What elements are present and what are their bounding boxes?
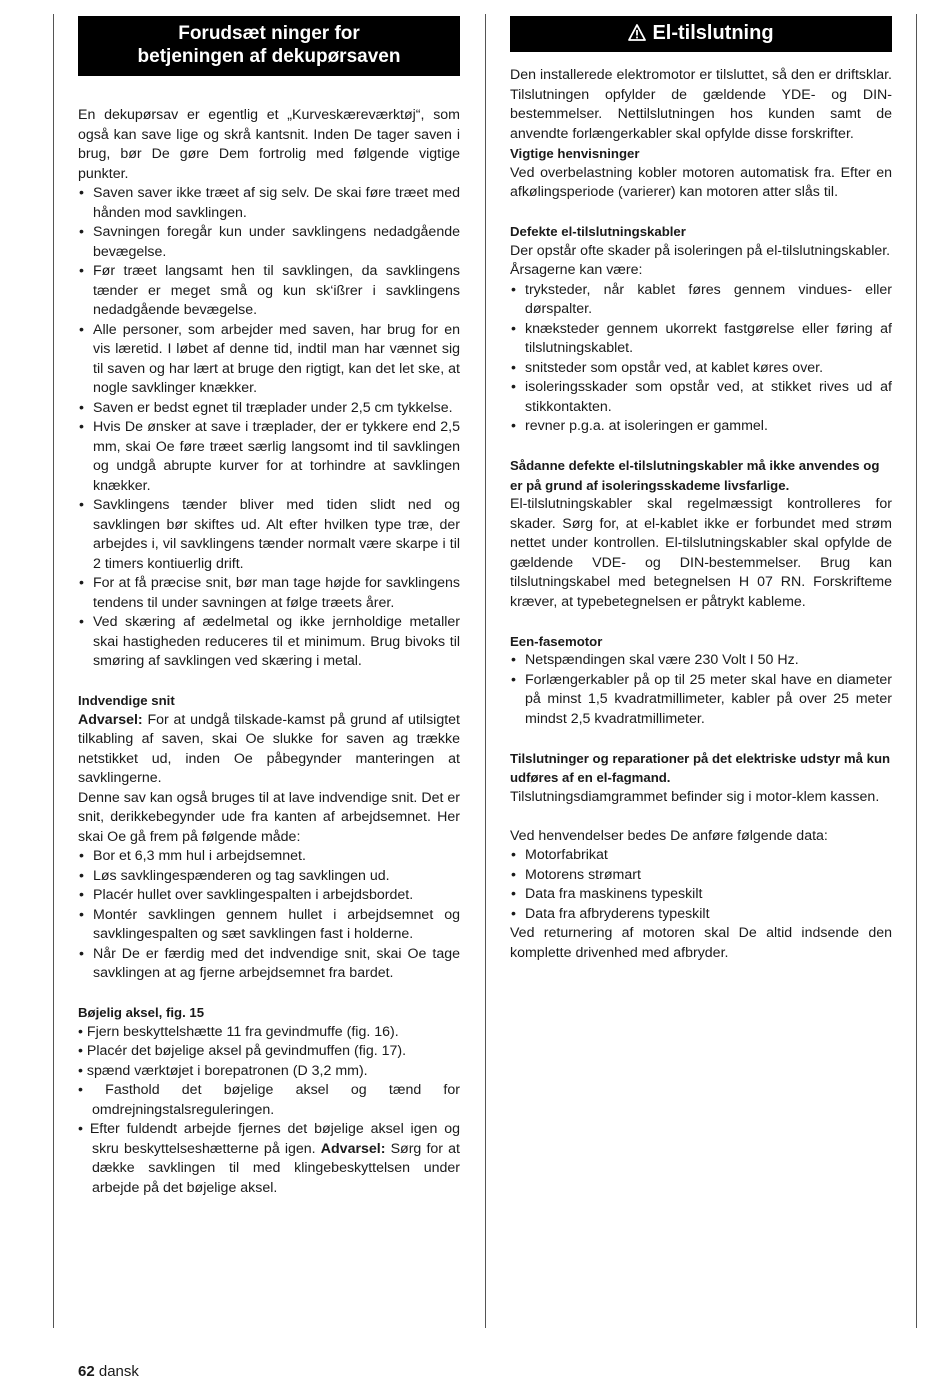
warning-label: Advarsel: — [320, 1140, 386, 1157]
list-item: • Savningen foregår kun under savklingens nedadgående bevægelse. — [78, 223, 460, 262]
intro-paragraph: En dekupørsav er egentlig et „Kurveskæreværktøj“, som også kan save lige og skrå kantsnit. Inden De tager saven i brug, bør De gøre Dem fortrolig med følgende vigtige punkter. — [78, 107, 460, 182]
page-number: 62 — [78, 1363, 95, 1380]
henvendelser-list — [510, 846, 892, 924]
list-item: • Løs savklingespænderen og tag savklingen ud. — [78, 867, 460, 887]
list-item: • snitsteder som opstår ved, at kablet køres over. — [510, 359, 892, 379]
returnering-text: Ved returnering af motoren skal De altid indsende den komplette drivenhed med afbryder. — [510, 925, 892, 961]
indvendige-warning — [78, 711, 460, 789]
list-item: • Ved skæring af ædelmetal og ikke jernholdige metaller skai hastigheden reduceres til et minimum. Brug bivoks til smøring af savklingen ved skæring i metal. — [78, 613, 460, 672]
fasemotor-heading: Een-fasemotor — [510, 633, 603, 649]
list-item: • Montér savklingen gennem hullet i arbejdsemnet og savklingespalten og sæt savklingen fast i holderne. — [78, 906, 460, 945]
list-item: • Placér hullet over savklingespalten i arbejdsbordet. — [78, 886, 460, 906]
header-line-1: Forudsæt ninger for — [178, 23, 360, 44]
defekte-heading: Defekte el-tilslutningskabler — [510, 224, 686, 239]
left-column — [78, 16, 460, 1198]
indvendige-steps — [78, 847, 460, 984]
list-item: • Hvis De ønsker at save i træplader, der er tykkere end 2,5 mm, skai Oe føre træet særlig langsomt ind til savklingen og undgå abrupte kurver for at torhindre at savklingen knækker. — [78, 418, 460, 496]
list-item: • Savklingens tænder bliver med tiden slidt ned og savklingen bør skiftes ud. Alt efter hvilken type træ, der arbejdes i, vil savklingens tænder normalt være skarpe i til 2 timers kontiuerlig drift. — [78, 496, 460, 574]
list-item: • For at få præcise snit, bør man tage højde for savklingens tendens til under savningen at følge træets årer. — [78, 574, 460, 613]
warning-triangle-icon — [628, 23, 646, 47]
list-item: • Saven er bedst egnet til træplader under 2,5 cm tykkelse. — [78, 399, 460, 419]
defekte-causes-list — [510, 281, 892, 437]
indvendige-snit-heading: Indvendige snit — [78, 693, 175, 708]
henvendelser-text: Ved henvendelser bedes De anføre følgende data: — [510, 827, 828, 844]
list-item: • Data fra maskinens typeskilt — [510, 885, 892, 905]
section-header-el-tilslutning — [510, 16, 892, 52]
tilslutninger-text: Tilslutningsdiamgrammet befinder sig i motor-klem kassen. — [510, 788, 880, 805]
list-item: • isoleringsskader som opstår ved, at stikket rives ud af stikkontakten. — [510, 378, 892, 417]
list-item: • revner p.g.a. at isoleringen er gammel. — [510, 417, 892, 437]
header-title: El-tilslutning — [652, 22, 774, 44]
list-item: • Efter fuldendt arbejde fjernes det bøjelige aksel igen og skru beskyttelseshætterne på igen. Advarsel: Sørg for at dække savklingen til med klingebeskyttelsen under arbejde på det bøjelige aksel. — [78, 1121, 460, 1196]
footer-language: dansk — [98, 1363, 139, 1380]
aarsag-text: Årsagerne kan være: — [510, 262, 643, 278]
list-item: • Data fra afbryderens typeskilt — [510, 905, 892, 925]
list-item: • Saven saver ikke træet af sig selv. De skai føre træet med hånden mod savklingen. — [78, 184, 460, 223]
section-header-forudsaetninger — [78, 16, 460, 76]
prerequisites-list — [78, 184, 460, 672]
list-item: • Bor et 6,3 mm hul i arbejdsemnet. — [78, 847, 460, 867]
list-item: • Netspændingen skal være 230 Volt I 50 Hz. — [510, 651, 892, 671]
list-item: • Forlængerkabler på op til 25 meter skal have en diameter på minst 1,5 kvadratmillimeter, kabler på over 25 meter mindst 2,5 kvadratmillimeter. — [510, 671, 892, 730]
list-item: • tryksteder, når kablet føres gennem vindues- eller dørspalter. — [510, 281, 892, 320]
center-divider-rule — [485, 14, 486, 1328]
warning-text: For at undgå tilskade-kamst på grund af utilsigtet tilkabling af saven, skai Oe slukke for saven ag trække netstikket ud, inden Oe påbegynder manteringen at savklingerne. — [78, 711, 460, 786]
saadanne-text: El-tilslutningskabler skal regelmæssigt kontrolleres for skader. Sørg for, at el-kablet ikke er forbundet med strøm nettet under kontrollen. El-tilslutningskabler skal opfylde de gældende VDE- og DIN-bestemmelser. Brug kan tilslutningskabel med betegnelsen H 07 RN. Forskrifteme kræver, at typebetegnelsen er påtrykt kableme. — [510, 496, 892, 610]
right-column — [510, 16, 892, 963]
vigtige-text: Ved overbelastning kobler motoren automatisk fra. Efter en afkølingsperiode (varierer) kan motoren atter slås til. — [510, 164, 892, 200]
boejelig-aksel-heading: Bøjelig aksel, fig. 15 — [78, 1005, 205, 1020]
left-margin-rule — [53, 14, 54, 1328]
indvendige-text: Denne sav kan også bruges til at lave indvendige snit. Det er snit, derikkebegynder ude fra kanten af arbejdsemnet. Her skai Oe gå frem på følgende måde: — [78, 789, 460, 845]
fasemotor-list — [510, 651, 892, 729]
defekte-text: Der opstår ofte skader på isoleringen på el-tilslutningskabler. — [510, 242, 891, 259]
list-item: • Motorens strømart — [510, 866, 892, 886]
list-item: • Når De er færdig med det indvendige snit, skai Oe tage savklingen at ag fjerne arbejdsemnet fra bardet. — [78, 945, 460, 984]
intro-paragraph: Den installerede elektromotor er tilsluttet, så den er driftsklar. Tilslutningen opfylder de gældende YDE- og DIN-bestemmelser. Nettilslutningen hos kunden samt de anvendte forlængerkabler skal opfylde disse forskrifter. — [510, 67, 892, 142]
right-margin-rule — [916, 14, 917, 1328]
list-item: • Fasthold det bøjelige aksel og tænd for omdrejningstalsreguleringen. — [78, 1082, 460, 1118]
list-item: • knæksteder gennem ukorrekt fastgørelse eller føring af tilslutningskablet. — [510, 320, 892, 359]
warning-label: Advarsel: — [78, 711, 143, 728]
list-item: • spænd værktøjet i borepatronen (D 3,2 mm). — [78, 1062, 368, 1079]
list-item: • Placér det bøjelige aksel på gevindmuffen (fig. 17). — [78, 1043, 407, 1059]
page-footer — [78, 1363, 139, 1380]
list-item: • Motorfabrikat — [510, 846, 892, 866]
list-item: • Fjern beskyttelshætte 11 fra gevindmuffe (fig. 16). — [78, 1023, 399, 1040]
list-item: • Alle personer, som arbejder med saven, har brug for en vis læretid. I løbet af denne tid, indtil man har vænnet sig til saven og har lært at bruge den rigtigt, kan det let ske, at nogle savklinger knækker. — [78, 321, 460, 399]
aksel-steps — [78, 1023, 460, 1199]
header-line-2: betjeningen af dekupørsaven — [137, 46, 401, 67]
list-item: • Før træet langsamt hen til savklingen, da savklingens tænder er meget små og kun sk‘ißrer i savklingens nedadgående bevægelse. — [78, 262, 460, 321]
vigtige-heading: Vigtige henvisninger — [510, 146, 640, 161]
tilslutninger-heading: Tilslutninger og reparationer på det elektriske udstyr må kun udføres af en el-fagmand. — [510, 750, 891, 785]
saadanne-heading: Sådanne defekte el-tilslutningskabler må ikke anvendes og er på grund af isoleringsskademe livsfarlige. — [510, 458, 880, 493]
